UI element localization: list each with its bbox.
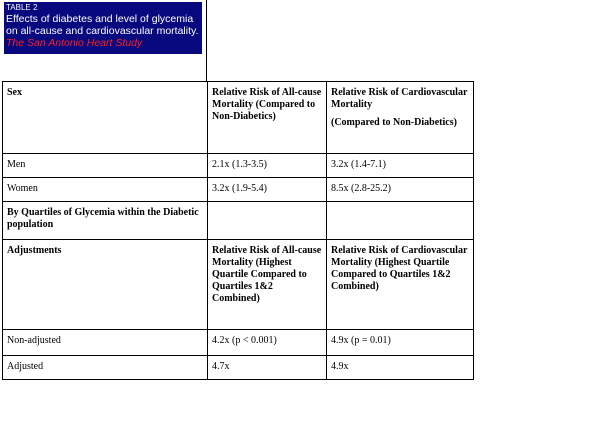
header-sex: Sex	[3, 82, 208, 154]
row-adjusted-label: Adjusted	[3, 356, 208, 380]
table-caption	[4, 2, 202, 54]
table-number: TABLE 2	[6, 3, 38, 12]
row-nonadjusted-all-cause: 4.2x (p < 0.001)	[208, 330, 327, 356]
row-nonadjusted-label: Non-adjusted	[3, 330, 208, 356]
row-women-cardio: 8.5x (2.8-25.2)	[327, 178, 474, 202]
header-cardio-line1: Relative Risk of Cardiovascular Mortality	[331, 87, 468, 110]
row-adjusted-all-cause: 4.7x	[208, 356, 327, 380]
table-row	[3, 330, 474, 356]
row-men-all-cause: 2.1x (1.3-3.5)	[208, 154, 327, 178]
header-adjust-all-cause: Relative Risk of All-cause Mortality (Highest Quartile Compared to Quartiles 1&2 Combined)	[208, 240, 327, 330]
header-all-cause: Relative Risk of All-cause Mortality (Compared to Non-Diabetics)	[208, 82, 327, 154]
header-row	[3, 82, 474, 154]
row-women-all-cause: 3.2x (1.9-5.4)	[208, 178, 327, 202]
table-row	[3, 154, 474, 178]
caption-heading: Effects of diabetes and level of glycemia on all-cause and cardiovascular mortality.	[6, 13, 199, 37]
mortality-table-container	[2, 81, 474, 380]
row-men-label: Men	[3, 154, 208, 178]
row-women-label: Women	[3, 178, 208, 202]
adjust-header-row	[3, 240, 474, 330]
row-men-cardio: 3.2x (1.4-7.1)	[327, 154, 474, 178]
quartile-section-label: By Quartiles of Glycemia within the Diabetic population	[3, 202, 208, 240]
header-cardio	[327, 82, 474, 154]
caption-source: The San Antonio Heart Study	[6, 37, 143, 49]
table-row	[3, 356, 474, 380]
mortality-table	[2, 81, 474, 380]
row-nonadjusted-cardio: 4.9x (p = 0.01)	[327, 330, 474, 356]
table-row	[3, 178, 474, 202]
caption-divider	[206, 0, 207, 82]
header-adjustments: Adjustments	[3, 240, 208, 330]
quartile-empty-cell	[327, 202, 474, 240]
quartile-empty-cell	[208, 202, 327, 240]
header-adjust-cardio: Relative Risk of Cardiovascular Mortality (Highest Quartile Compared to Quartiles 1&2 Combined)	[327, 240, 474, 330]
header-cardio-line2: (Compared to Non-Diabetics)	[331, 117, 457, 128]
quartile-section-row	[3, 202, 474, 240]
row-adjusted-cardio: 4.9x	[327, 356, 474, 380]
